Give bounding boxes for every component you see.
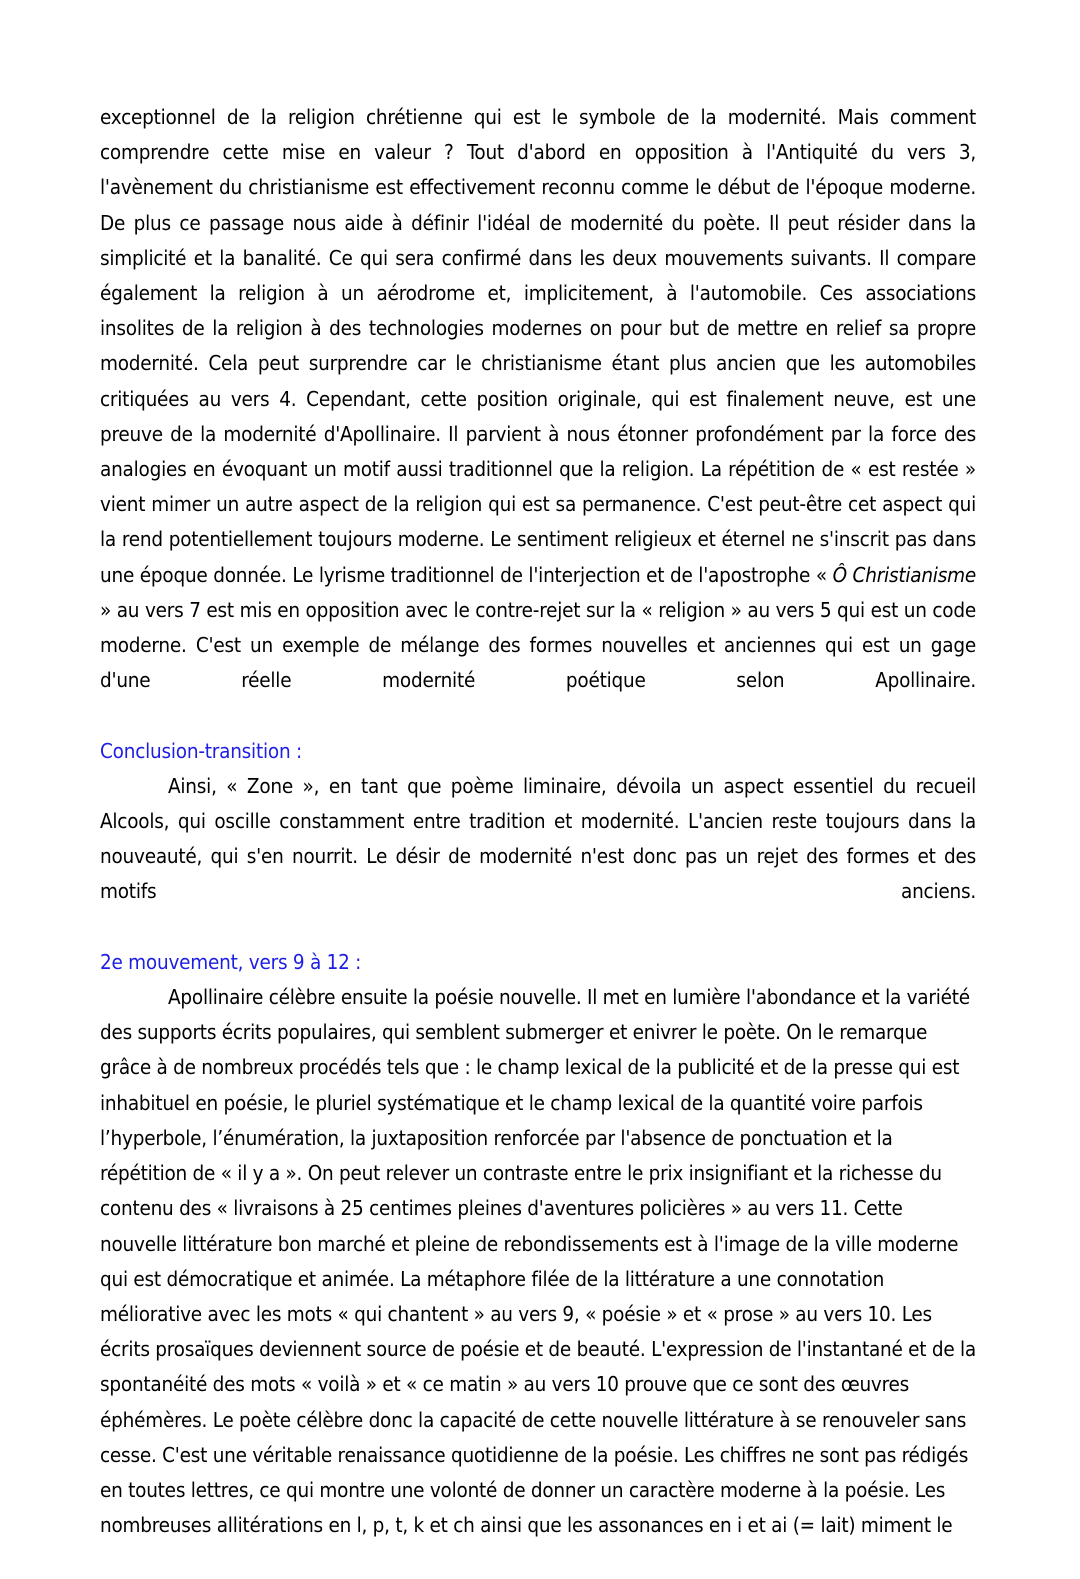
heading-mouvement-2: 2e mouvement, vers 9 à 12 :: [100, 949, 362, 974]
paragraph-mouvement-2: Apollinaire célèbre ensuite la poésie nouvelle. Il met en lumière l'abondance et la variété des supports écrits populaires, qui semblent submerger et enivrer le poète. On le remarque grâce à de nombreux procédés tels que : le champ lexical de la publicité et de la presse qui est inhabituel en poésie, le pluriel systématique et le champ lexical de la quantité voire parfois l’hyperbole, l’énumération, la juxtaposition renforcée par l'absence de ponctuation et la répétition de « il y a ». On peut relever un contraste entre le prix insignifiant et la richesse du contenu des « livraisons à 25 centimes pleines d'aventures policières » au vers 11. Cette nouvelle littérature bon marché et pleine de rebondissements est à l'image de la ville moderne qui est démocratique et animée. La métaphore filée de la littérature a une connotation méliorative avec les mots « qui chantent » au vers 9, « poésie » et « prose » au vers 10. Les écrits prosaïques deviennent source de poésie et de beauté. L'expression de l'instantané et de la spontanéité des mots « voilà » et « ce matin » au vers 10 prouve que ce sont des œuvres éphémères. Le poète célèbre donc la capacité de cette nouvelle littérature à se renouveler sans cesse. C'est une véritable renaissance quotidienne de la poésie. Les chiffres ne sont pas rédigés en toutes lettres, ce qui montre une volonté de donner un caractère moderne à la poésie. Les nombreuses allitérations en l, p, t, k et ch ainsi que les assonances en i et ai (= lait) miment le: [100, 985, 976, 1538]
paragraph-text-part-1: exceptionnel de la religion chrétienne qui est le symbole de la modernité. Mais comment comprendre cette mise en valeur ? Tout d'abord en opposition à l'Antiquité du vers 3, l'avènement du christianisme est effectivement reconnu comme le début de l'époque moderne. De plus ce passage nous aide à définir l'idéal de modernité du poète. Il peut résider dans la simplicité et la banalité. Ce qui sera confirmé dans les deux mouvements suivants. Il compare également la religion à un aérodrome et, implicitement, à l'automobile. Ces associations insolites de la religion à des technologies modernes on pour but de mettre en relief sa propre modernité. Cela peut surprendre car le christianisme étant plus ancien que les automobiles critiquées au vers 4. Cependant, cette position originale, qui est finalement neuve, est une preuve de la modernité d'Apollinaire. Il parvient à nous étonner profondément par la force des analogies en évoquant un motif aussi traditionnel que la religion. La répétition de « est restée » vient mimer un autre aspect de la religion qui est sa permanence. C'est peut-être cet aspect qui la rend potentiellement toujours moderne. Le sentiment religieux et éternel ne s'inscrit pas dans une époque donnée. Le lyrisme traditionnel de l'interjection et de l'apostrophe «: [100, 105, 976, 587]
paragraph-analysis-modernity: [100, 100, 976, 734]
heading-conclusion-transition: Conclusion-transition :: [100, 738, 302, 763]
paragraph-text-part-2: » au vers 7 est mis en opposition avec le contre-rejet sur la « religion » au vers 5 qui est un code moderne. C'est un exemple de mélange des formes nouvelles et anciennes qui est un gage d'une réelle modernité poétique selon Apollinaire.: [100, 597, 976, 693]
paragraph-conclusion-transition: Ainsi, « Zone », en tant que poème liminaire, dévoila un aspect essentiel du recueil Alcools, qui oscille constamment entre tradition et modernité. L'ancien reste toujours dans la nouveauté, qui s'en nourrit. Le désir de modernité n'est donc pas un rejet des formes et des motifs anciens.: [100, 773, 976, 904]
quoted-emphasis-o-christianisme: Ô Christianisme: [832, 562, 976, 587]
document-body: [100, 100, 976, 1579]
